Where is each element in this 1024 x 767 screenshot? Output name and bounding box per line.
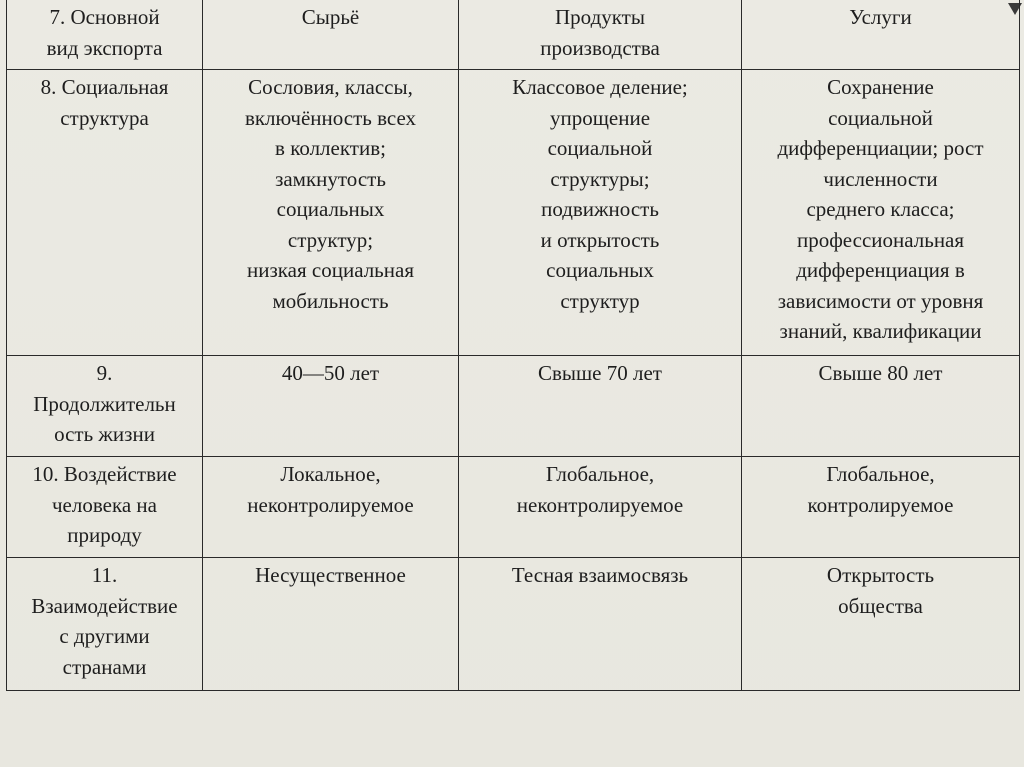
- cell-text: Несущественное: [255, 563, 406, 587]
- table-cell: [742, 0, 1020, 70]
- cell-text: Локальное, неконтролируемое: [247, 462, 414, 517]
- cell-text: Сырьё: [301, 5, 360, 29]
- row-label-cell: [7, 356, 203, 457]
- cell-text: Свыше 70 лет: [537, 361, 662, 385]
- cell-text: Сословия, классы, включённость всех в коллектив; замкнутость социальных структур; низкая социальная мобильность: [244, 75, 417, 313]
- row-label-cell: [7, 558, 203, 691]
- table-row: [7, 0, 1020, 70]
- comparison-table: [6, 0, 1020, 691]
- cell-text: 40—50 лет: [281, 361, 380, 385]
- table-cell: [459, 558, 742, 691]
- cell-text: Сохранение социальной дифференциации; рост численности среднего класса; профессиональная дифференциация в зависимости от уровня знаний, квалификации: [777, 75, 984, 343]
- row-label: 11. Взаимодействие с другими странами: [31, 563, 178, 679]
- cell-text: Глобальное, неконтролируемое: [516, 462, 684, 517]
- table-cell: [203, 0, 459, 70]
- row-label-cell: [7, 70, 203, 356]
- cell-text: Свыше 80 лет: [818, 361, 943, 385]
- table-cell: [742, 356, 1020, 457]
- cell-text: Классовое деление; упрощение социальной структуры; подвижность и открытость социальных структур: [512, 75, 688, 313]
- table-cell: [742, 558, 1020, 691]
- cell-text: Тесная взаимосвязь: [511, 563, 689, 587]
- row-label-cell: [7, 457, 203, 558]
- table-row: [7, 356, 1020, 457]
- table-row: [7, 558, 1020, 691]
- cell-text: Открытость общества: [826, 563, 935, 618]
- cell-text: Услуги: [849, 5, 912, 29]
- row-label: 8. Социальная структура: [40, 75, 169, 130]
- row-label-cell: [7, 0, 203, 70]
- table-row: [7, 457, 1020, 558]
- table-cell: [459, 0, 742, 70]
- table-cell: [742, 457, 1020, 558]
- row-label: 10. Воздействие человека на природу: [32, 462, 177, 547]
- table-cell: [459, 356, 742, 457]
- cell-text: Продукты производства: [540, 5, 660, 60]
- table-cell: [742, 70, 1020, 356]
- table-cell: [459, 457, 742, 558]
- table-row: [7, 70, 1020, 356]
- table-cell: [203, 558, 459, 691]
- row-label: 9. Продолжительн ость жизни: [33, 361, 176, 446]
- table-cell: [203, 356, 459, 457]
- row-label: 7. Основной вид экспорта: [46, 5, 163, 60]
- table-cell: [203, 457, 459, 558]
- table-cell: [203, 70, 459, 356]
- table-cell: [459, 70, 742, 356]
- cell-text: Глобальное, контролируемое: [807, 462, 954, 517]
